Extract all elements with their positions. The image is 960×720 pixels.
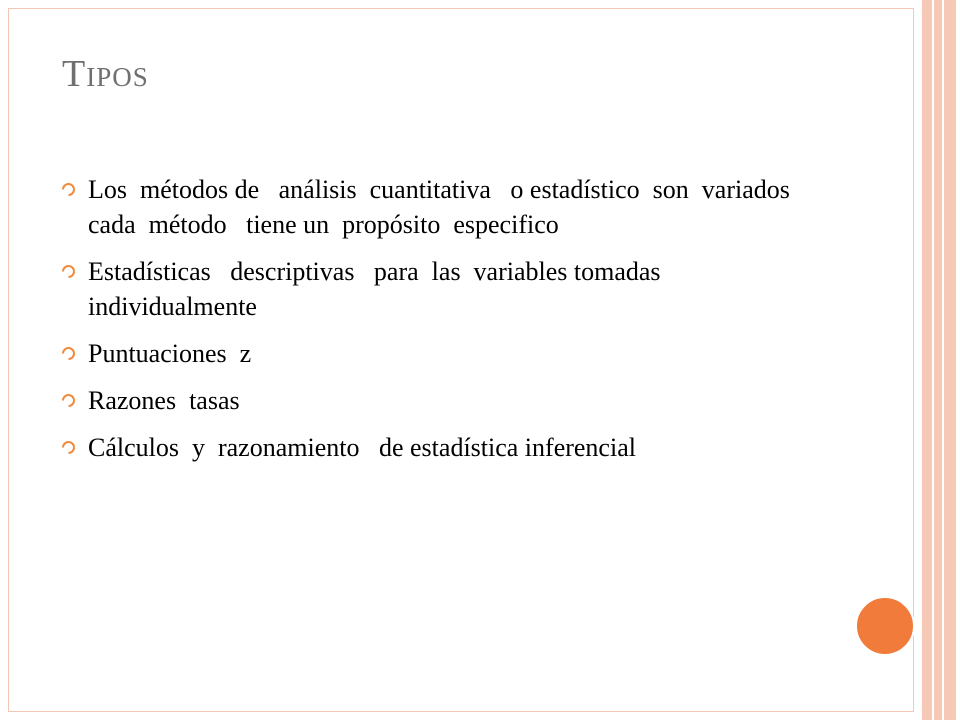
bullet-item [62, 430, 822, 465]
bullet-icon [62, 441, 75, 454]
bullet-text: Cálculos y razonamiento de estadística inferencial [88, 433, 636, 462]
bullet-item [62, 172, 822, 242]
bullet-item [62, 383, 822, 418]
bullet-text: Estadísticas descriptivas para las variables tomadas individualmente [88, 257, 674, 321]
bullet-icon [62, 347, 75, 360]
bullet-list [62, 172, 822, 477]
bullet-text: Los métodos de análisis cuantitativa o estadístico son variados cada método tiene un propósito especifico [88, 175, 803, 239]
bullet-icon [62, 394, 75, 407]
bullet-text: Razones tasas [88, 386, 240, 415]
bullet-icon [62, 265, 75, 278]
slide-title: Tipos [62, 53, 149, 95]
bullet-item [62, 336, 822, 371]
bullet-item [62, 254, 822, 324]
bullet-text: Puntuaciones z [88, 339, 252, 368]
decorative-circle [855, 596, 915, 656]
bullet-icon [62, 183, 75, 196]
decorative-stripes [916, 0, 960, 720]
